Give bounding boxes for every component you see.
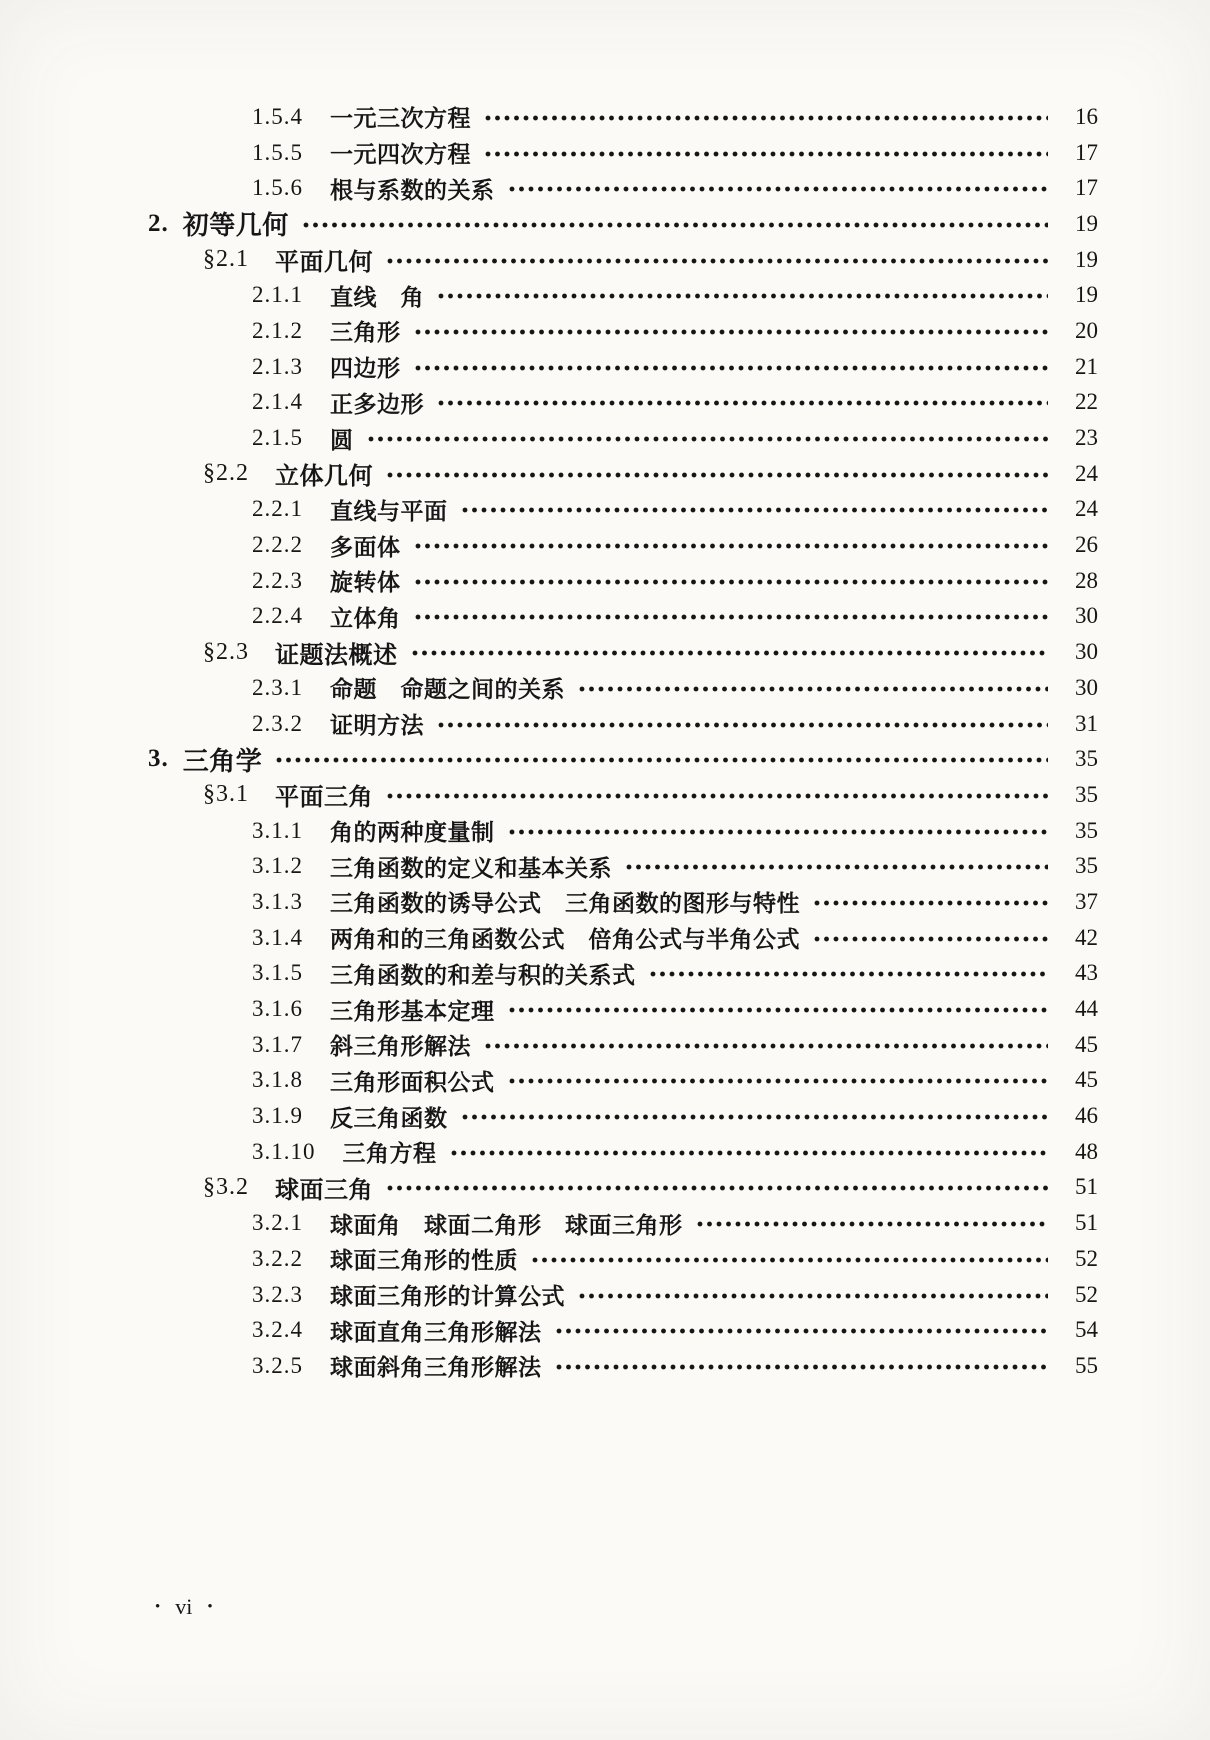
toc-entry-number: 3.2.2: [252, 1245, 303, 1271]
toc-entry-number: 3.1.2: [252, 853, 303, 879]
toc-entry-title: 平面三角: [275, 784, 373, 812]
toc-entry-page: 17: [1075, 139, 1098, 165]
toc-entry-page: 17: [1075, 175, 1098, 201]
toc-row: [148, 385, 1098, 421]
dot-leader: [649, 971, 1049, 977]
toc-entry-title: 立体几何: [275, 463, 373, 491]
toc-entry-number: 2.1.1: [252, 282, 303, 308]
toc-row: [148, 1027, 1098, 1063]
dot-leader: [578, 686, 1048, 692]
dot-leader: [367, 436, 1049, 442]
toc-entry-page: 45: [1075, 1067, 1098, 1093]
toc-entry-number: 3.1.3: [252, 888, 303, 914]
footer-right-dot: •: [207, 1598, 213, 1615]
dot-leader: [386, 1185, 1048, 1191]
toc-row: [148, 1098, 1098, 1134]
dot-leader: [461, 507, 1049, 513]
dot-leader: [386, 472, 1048, 478]
dot-leader: [578, 1293, 1048, 1299]
toc-row: [148, 492, 1098, 528]
toc-row: [148, 1063, 1098, 1099]
toc-row: [148, 920, 1098, 956]
toc-row: [148, 813, 1098, 849]
toc-row: [148, 777, 1098, 813]
toc-entry-number: §2.2: [203, 460, 249, 487]
toc-entry-number: 2.2.4: [252, 603, 303, 629]
toc-entry-title: 立体角: [330, 604, 401, 631]
toc-entry-title: 旋转体: [330, 569, 401, 596]
toc-entry-page: 52: [1075, 1281, 1098, 1307]
toc-row: [148, 634, 1098, 670]
toc-entry-title: 根与系数的关系: [330, 176, 495, 203]
toc-row: [148, 206, 1098, 242]
table-of-contents: [148, 99, 1098, 1384]
dot-leader: [414, 543, 1049, 549]
toc-entry-page: 35: [1075, 746, 1098, 772]
page-footer: [155, 1594, 213, 1620]
toc-entry-number: 3.1.9: [252, 1103, 303, 1129]
toc-entry-page: 51: [1075, 1174, 1098, 1200]
toc-entry-number: 2.3.1: [252, 674, 303, 700]
toc-row: [148, 956, 1098, 992]
toc-entry-title: 球面三角形的性质: [330, 1247, 518, 1274]
dot-leader: [450, 1150, 1049, 1156]
toc-entry-title: 球面三角形的计算公式: [330, 1283, 565, 1310]
toc-row: [148, 670, 1098, 706]
toc-entry-title: 圆: [330, 426, 354, 453]
toc-entry-title: 斜三角形解法: [330, 1033, 471, 1060]
toc-row: [148, 527, 1098, 563]
toc-entry-page: 19: [1075, 246, 1098, 272]
toc-entry-number: 2.2.2: [252, 532, 303, 558]
dot-leader: [555, 1328, 1049, 1334]
toc-entry-number: 3.1.1: [252, 817, 303, 843]
toc-entry-page: 51: [1075, 1210, 1098, 1236]
toc-entry-number: 3.1.5: [252, 960, 303, 986]
toc-row: [148, 848, 1098, 884]
toc-row: [148, 456, 1098, 492]
dot-leader: [508, 1007, 1049, 1013]
dot-leader: [508, 186, 1049, 192]
toc-row: [148, 599, 1098, 635]
dot-leader: [484, 115, 1048, 121]
toc-entry-title: 多面体: [330, 533, 401, 560]
toc-entry-title: 平面几何: [275, 249, 373, 277]
dot-leader: [484, 151, 1048, 157]
toc-entry-title: 证题法概述: [275, 641, 398, 669]
dot-leader: [386, 793, 1048, 799]
toc-entry-title: 直线与平面: [330, 497, 448, 524]
toc-entry-page: 24: [1075, 496, 1098, 522]
toc-entry-page: 48: [1075, 1138, 1098, 1164]
page-number-label: vi: [175, 1594, 193, 1619]
toc-entry-page: 55: [1075, 1352, 1098, 1378]
toc-entry-title: 反三角函数: [330, 1104, 448, 1131]
toc-entry-page: 30: [1075, 674, 1098, 700]
dot-leader: [813, 936, 1048, 942]
toc-entry-page: 54: [1075, 1317, 1098, 1343]
toc-entry-page: 16: [1075, 103, 1098, 129]
toc-row: [148, 242, 1098, 278]
toc-row: [148, 170, 1098, 206]
toc-entry-number: §2.1: [203, 246, 249, 273]
toc-entry-number: 2.1.4: [252, 389, 303, 415]
dot-leader: [302, 222, 1048, 228]
toc-entry-page: 28: [1075, 567, 1098, 593]
dot-leader: [414, 614, 1049, 620]
dot-leader: [386, 258, 1048, 264]
toc-entry-number: 2.3.2: [252, 710, 303, 736]
dot-leader: [484, 1043, 1048, 1049]
toc-entry-page: 46: [1075, 1103, 1098, 1129]
dot-leader: [696, 1221, 1049, 1227]
dot-leader: [625, 864, 1048, 870]
toc-entry-page: 35: [1075, 853, 1098, 879]
toc-row: [148, 420, 1098, 456]
toc-entry-page: 45: [1075, 1031, 1098, 1057]
toc-entry-page: 26: [1075, 532, 1098, 558]
toc-entry-page: 31: [1075, 710, 1098, 736]
toc-row: [148, 1170, 1098, 1206]
toc-entry-page: 21: [1075, 353, 1098, 379]
toc-entry-title: 球面三角: [275, 1176, 373, 1204]
toc-entry-page: 30: [1075, 639, 1098, 665]
toc-entry-title: 三角形基本定理: [330, 997, 495, 1024]
dot-leader: [437, 293, 1048, 299]
toc-entry-page: 42: [1075, 924, 1098, 950]
toc-entry-number: 2.1.3: [252, 353, 303, 379]
toc-row: [148, 1348, 1098, 1384]
toc-entry-number: 3.1.6: [252, 996, 303, 1022]
toc-entry-page: 43: [1075, 960, 1098, 986]
toc-entry-page: 19: [1075, 210, 1098, 236]
toc-entry-title: 三角函数的诱导公式 三角函数的图形与特性: [330, 890, 800, 917]
toc-entry-title: 一元三次方程: [330, 105, 471, 132]
toc-row: [148, 1205, 1098, 1241]
toc-row: [148, 277, 1098, 313]
toc-row: [148, 349, 1098, 385]
toc-entry-title: 三角函数的定义和基本关系: [330, 854, 612, 881]
toc-entry-page: 52: [1075, 1245, 1098, 1271]
dot-leader: [461, 1114, 1049, 1120]
toc-entry-number: 2.1.2: [252, 317, 303, 343]
dot-leader: [437, 722, 1048, 728]
toc-entry-title: 三角方程: [342, 1140, 437, 1167]
toc-entry-page: 35: [1075, 817, 1098, 843]
toc-entry-page: 23: [1075, 425, 1098, 451]
dot-leader: [508, 1078, 1049, 1084]
toc-row: [148, 1241, 1098, 1277]
toc-entry-number: 2.: [148, 209, 169, 237]
dot-leader: [414, 329, 1049, 335]
toc-entry-title: 直线 角: [330, 283, 424, 310]
toc-entry-number: 3.1.8: [252, 1067, 303, 1093]
toc-row: [148, 1134, 1098, 1170]
toc-row: [148, 563, 1098, 599]
toc-row: [148, 99, 1098, 135]
toc-entry-title: 四边形: [330, 355, 401, 382]
toc-entry-title: 一元四次方程: [330, 141, 471, 168]
toc-row: [148, 741, 1098, 777]
toc-entry-number: 3.2.1: [252, 1210, 303, 1236]
dot-leader: [414, 579, 1049, 585]
toc-entry-title: 球面直角三角形解法: [330, 1318, 542, 1345]
dot-leader: [508, 829, 1049, 835]
dot-leader: [531, 1257, 1048, 1263]
toc-entry-number: §3.1: [203, 781, 249, 808]
toc-entry-title: 两角和的三角函数公式 倍角公式与半角公式: [330, 926, 800, 953]
dot-leader: [414, 365, 1049, 371]
toc-entry-page: 30: [1075, 603, 1098, 629]
dot-leader: [275, 757, 1048, 763]
toc-entry-page: 24: [1075, 460, 1098, 486]
toc-row: [148, 884, 1098, 920]
toc-entry-number: 3.: [148, 745, 169, 773]
toc-row: [148, 991, 1098, 1027]
toc-entry-title: 证明方法: [330, 712, 424, 739]
toc-entry-page: 35: [1075, 781, 1098, 807]
toc-entry-title: 正多边形: [330, 390, 424, 417]
dot-leader: [437, 400, 1048, 406]
toc-entry-title: 三角函数的和差与积的关系式: [330, 961, 636, 988]
toc-entry-title: 球面斜角三角形解法: [330, 1354, 542, 1381]
toc-row: [148, 706, 1098, 742]
toc-entry-number: §2.3: [203, 638, 249, 665]
toc-entry-number: 2.1.5: [252, 425, 303, 451]
toc-entry-number: 3.2.4: [252, 1317, 303, 1343]
dot-leader: [555, 1364, 1049, 1370]
toc-entry-number: 3.1.10: [252, 1138, 316, 1164]
toc-row: [148, 1277, 1098, 1313]
toc-entry-number: 2.2.3: [252, 567, 303, 593]
toc-entry-number: 3.1.7: [252, 1031, 303, 1057]
toc-entry-number: 1.5.6: [252, 175, 303, 201]
toc-entry-page: 37: [1075, 888, 1098, 914]
toc-entry-page: 22: [1075, 389, 1098, 415]
footer-left-dot: •: [155, 1598, 161, 1615]
toc-entry-title: 三角形面积公式: [330, 1068, 495, 1095]
toc-entry-page: 19: [1075, 282, 1098, 308]
toc-entry-page: 44: [1075, 996, 1098, 1022]
toc-row: [148, 1312, 1098, 1348]
toc-entry-title: 初等几何: [182, 210, 289, 241]
toc-entry-number: 1.5.4: [252, 103, 303, 129]
toc-row: [148, 313, 1098, 349]
toc-row: [148, 135, 1098, 171]
toc-entry-number: 1.5.5: [252, 139, 303, 165]
toc-entry-number: 3.1.4: [252, 924, 303, 950]
toc-entry-title: 三角形: [330, 319, 401, 346]
toc-entry-number: 3.2.5: [252, 1352, 303, 1378]
toc-entry-title: 三角学: [182, 745, 263, 776]
toc-entry-number: 3.2.3: [252, 1281, 303, 1307]
toc-entry-number: 2.2.1: [252, 496, 303, 522]
toc-entry-title: 命题 命题之间的关系: [330, 676, 565, 703]
toc-entry-title: 角的两种度量制: [330, 819, 495, 846]
toc-entry-number: §3.2: [203, 1173, 249, 1200]
dot-leader: [813, 900, 1048, 906]
toc-entry-page: 20: [1075, 317, 1098, 343]
toc-entry-title: 球面角 球面二角形 球面三角形: [330, 1211, 683, 1238]
dot-leader: [411, 650, 1049, 656]
